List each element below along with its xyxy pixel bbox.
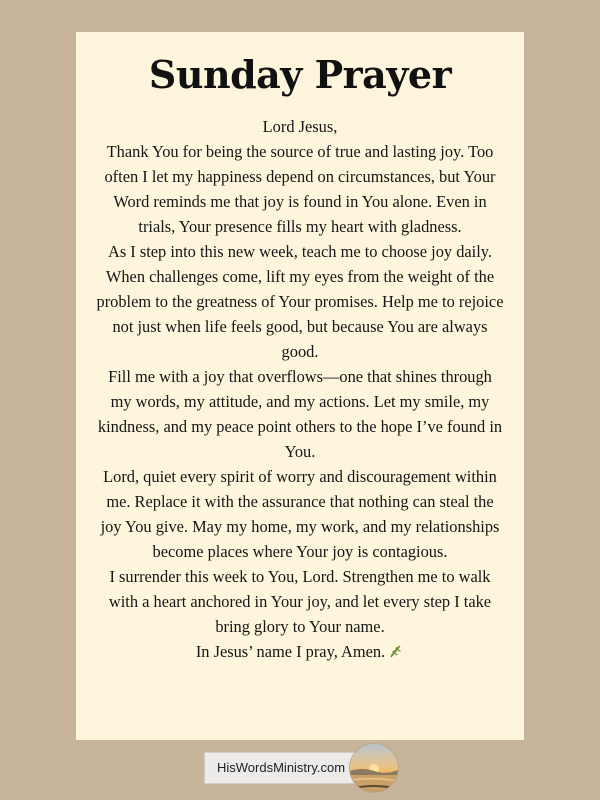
prayer-body: [76, 114, 524, 664]
prayer-paragraph: Lord, quiet every spirit of worry and discouragement within me. Replace it with the assurance that nothing can steal the joy You give. May my home, my work, and my relationships become places where Your joy is contagious.: [100, 467, 500, 561]
site-badge[interactable]: [204, 752, 370, 784]
sunset-logo-icon: [350, 744, 398, 792]
site-name: HisWordsMinistry.com: [217, 760, 346, 775]
prayer-paragraph: Thank You for being the source of true and lasting joy. Too often I let my happiness depend on circumstances, but Your Word reminds me that joy is found in You alone. Even in trials, Your presence fills my heart with gladness.: [104, 142, 496, 236]
prayer-closing-line: [96, 639, 504, 664]
brand-footer: [204, 744, 394, 792]
prayer-paragraph: Fill me with a joy that overflows—one that shines through my words, my attitude, and my actions. Let my smile, my kindness, and my peace point others to the hope I’ve found in You.: [97, 367, 503, 461]
prayer-paragraph: As I step into this new week, teach me to choose joy daily. When challenges come, lift my eyes from the weight of the problem to the greatness of Your promises. Help me to rejoice not just when life feels good, but because You are always good.: [96, 242, 504, 361]
prayer-greeting: Lord Jesus,: [262, 117, 338, 136]
prayer-closing: In Jesus’ name I pray, Amen.: [195, 642, 386, 661]
leaf-sprig-icon: [388, 643, 404, 659]
prayer-paragraph: I surrender this week to You, Lord. Strengthen me to walk with a heart anchored in Your joy, and let every step I take bring glory to Your name.: [108, 567, 492, 636]
prayer-card: [76, 32, 524, 740]
page-title: Sunday Prayer: [148, 52, 452, 97]
